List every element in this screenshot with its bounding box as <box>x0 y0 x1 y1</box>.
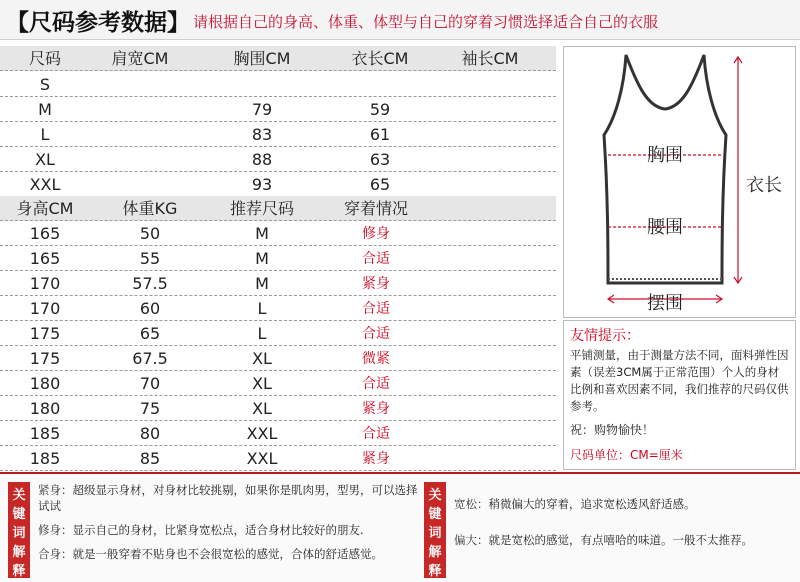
fit-cell: 合适 <box>362 376 390 392</box>
weight-cell: 85 <box>139 449 161 468</box>
size-cell: M <box>255 224 269 243</box>
height-cell: 180 <box>29 374 61 393</box>
column-header: 胸围CM <box>233 49 291 68</box>
page-subtitle: 请根据自己的身高、体重、体型与自己的穿着习惯选择适合自己的衣服 <box>193 13 659 31</box>
table-row <box>0 246 556 271</box>
column-header: 体重KG <box>122 199 178 218</box>
table-row <box>0 221 556 246</box>
tips-box <box>563 320 796 470</box>
tips-title: 友情提示： <box>570 328 640 344</box>
size-cell: L <box>40 125 50 144</box>
height-cell: 165 <box>29 249 61 268</box>
chest-cell: 83 <box>251 125 273 144</box>
weight-cell: 67.5 <box>132 349 168 368</box>
fit-cell: 合适 <box>362 426 390 442</box>
table-row <box>0 371 556 396</box>
definition-term: 紧身： <box>38 483 73 497</box>
table-row <box>0 396 556 421</box>
definition-text: 显示自己的身材，比紧身宽松点，适合身材比较好的朋友. <box>72 523 364 537</box>
definition-term: 修身： <box>38 523 73 537</box>
size-cell: XL <box>252 399 272 418</box>
definition-fit <box>38 546 418 562</box>
weight-cell: 65 <box>139 324 161 343</box>
column-header: 穿着情况 <box>343 199 408 218</box>
size-cell: XL <box>252 374 272 393</box>
height-cell: 180 <box>29 399 61 418</box>
weight-cell: 55 <box>139 249 161 268</box>
fit-cell: 微紧 <box>362 351 390 367</box>
length-label: 衣长 <box>746 175 782 196</box>
chest-label: 胸围 <box>647 145 683 166</box>
fit-cell: 合适 <box>362 251 390 267</box>
definition-loose <box>454 496 794 512</box>
table-row <box>0 421 556 446</box>
size-cell: XXL <box>246 449 278 468</box>
waist-label: 腰围 <box>647 217 683 238</box>
fit-table-header <box>0 196 556 221</box>
size-cell: M <box>255 274 269 293</box>
size-table-header <box>0 46 556 71</box>
table-row <box>0 346 556 371</box>
definition-slim <box>38 522 418 538</box>
keyword-footer <box>0 472 800 582</box>
height-cell: 185 <box>29 424 61 443</box>
size-cell: S <box>39 75 51 94</box>
size-unit: 尺码单位：CM=厘米 <box>570 448 683 462</box>
size-cell: M <box>38 100 52 119</box>
table-row <box>0 172 556 197</box>
height-cell: 170 <box>29 299 61 318</box>
column-header: 推荐尺码 <box>229 199 294 218</box>
table-row <box>0 296 556 321</box>
column-header: 尺码 <box>28 49 61 68</box>
table-row <box>0 122 556 147</box>
page-title: 【尺码参考数据】 <box>6 10 190 36</box>
size-cell: L <box>257 299 267 318</box>
fit-cell: 紧身 <box>362 451 390 467</box>
column-header: 衣长CM <box>351 49 409 68</box>
length-cell: 59 <box>369 100 391 119</box>
size-cell: XXL <box>29 175 61 194</box>
definition-text: 就是宽松的感觉，有点嘻哈的味道。一般不太推荐。 <box>488 533 753 547</box>
column-header: 身高CM <box>16 199 74 218</box>
definition-term: 偏大： <box>454 533 489 547</box>
weight-cell: 50 <box>139 224 161 243</box>
fit-cell: 紧身 <box>362 276 390 292</box>
tank-top-illustration <box>564 47 797 319</box>
height-cell: 175 <box>29 349 61 368</box>
weight-cell: 80 <box>139 424 161 443</box>
definition-oversize <box>454 532 794 548</box>
chest-cell: 79 <box>251 100 273 119</box>
column-header: 肩宽CM <box>111 49 169 68</box>
tank-top-diagram <box>563 46 796 318</box>
length-cell: 63 <box>369 150 391 169</box>
fit-cell: 修身 <box>362 226 390 242</box>
height-cell: 170 <box>29 274 61 293</box>
definition-text: 就是一般穿着不贴身也不会很宽松的感觉，合体的舒适感觉。 <box>72 547 383 561</box>
page-header <box>0 0 800 40</box>
definition-text: 超级显示身材，对身材比较挑剔，如果你是肌肉男，型男，可以选择试试 <box>38 483 418 513</box>
table-row <box>0 446 556 471</box>
weight-cell: 57.5 <box>132 274 168 293</box>
chest-cell: 93 <box>251 175 273 194</box>
definition-term: 宽松： <box>454 497 489 511</box>
height-cell: 165 <box>29 224 61 243</box>
table-row <box>0 72 556 97</box>
fit-cell: 合适 <box>362 326 390 342</box>
length-cell: 65 <box>369 175 391 194</box>
table-row <box>0 321 556 346</box>
table-row <box>0 147 556 172</box>
definition-term: 合身： <box>38 547 73 561</box>
definition-text: 稍微偏大的穿着，追求宽松透风舒适感。 <box>488 497 696 511</box>
weight-cell: 60 <box>139 299 161 318</box>
size-cell: XL <box>35 150 55 169</box>
weight-cell: 70 <box>139 374 161 393</box>
height-cell: 175 <box>29 324 61 343</box>
keyword-badge-right: 关 键 词 解 释 <box>424 482 446 578</box>
tips-wish: 祝：购物愉快！ <box>570 423 655 437</box>
fit-cell: 合适 <box>362 301 390 317</box>
length-cell: 61 <box>369 125 391 144</box>
size-cell: L <box>257 324 267 343</box>
size-cell: XXL <box>246 424 278 443</box>
fit-cell: 紧身 <box>362 401 390 417</box>
tips-body: 平铺测量，由于测量方法不同，面料弹性因素（误差3CM属于正常范围）个人的身材比例和喜欢因素不同，我们推荐的尺码仅供参考。 <box>570 348 789 413</box>
height-cell: 185 <box>29 449 61 468</box>
table-row <box>0 97 556 122</box>
definition-tight <box>38 482 418 514</box>
keyword-badge-left: 关 键 词 解 释 <box>8 482 30 578</box>
size-cell: XL <box>252 349 272 368</box>
weight-cell: 75 <box>139 399 161 418</box>
column-header: 袖长CM <box>461 49 519 68</box>
tank-top-outline <box>604 55 726 283</box>
chest-cell: 88 <box>251 150 273 169</box>
hem-label: 摆围 <box>647 293 683 314</box>
table-row <box>0 271 556 296</box>
size-cell: M <box>255 249 269 268</box>
